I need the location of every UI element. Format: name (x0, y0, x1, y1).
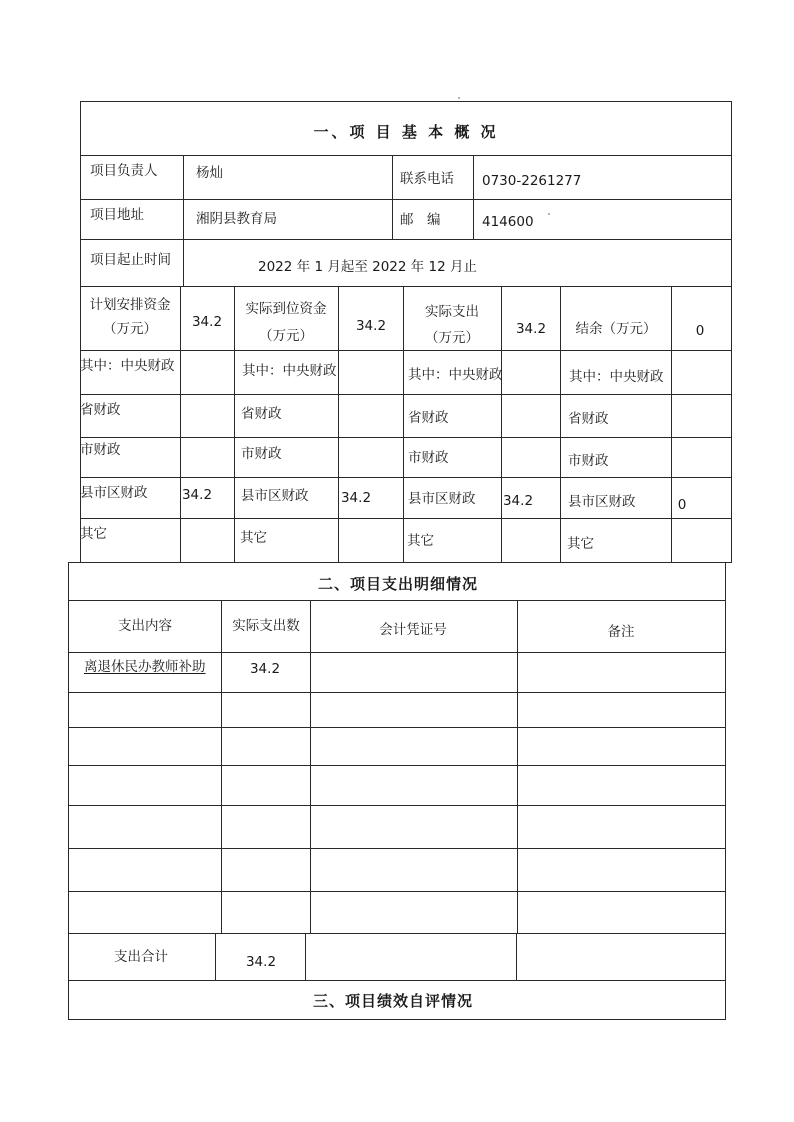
section2-title: 二、项目支出明细情况 (317, 575, 479, 593)
total-label: 支出合计 (114, 949, 168, 965)
column-divider (305, 933, 306, 980)
row-divider (68, 562, 732, 563)
actual-spent-label: 实际支出 (425, 304, 479, 320)
planned-funds-value: 34.2 (191, 314, 223, 330)
county-received-value: 34.2 (340, 490, 372, 506)
planned-funds-label: 计划安排资金 (89, 297, 171, 313)
phone-value: 0730-2261277 (482, 173, 582, 189)
address-label: 项目地址 (90, 207, 144, 223)
table-border (80, 101, 732, 102)
other-label: 其它 (80, 526, 107, 542)
table-border (68, 1019, 726, 1020)
column-divider (234, 286, 235, 562)
period-label: 项目起止时间 (90, 252, 171, 268)
postcode-label: 邮 编 (400, 212, 441, 228)
balance-label: 结余（万元） (575, 321, 657, 337)
row-divider (68, 727, 726, 728)
column-divider (183, 155, 184, 286)
county-label: 县市区财政 (568, 494, 636, 510)
row-divider (80, 199, 731, 200)
table-border (68, 562, 69, 1020)
header-content: 支出内容 (118, 618, 172, 634)
row-divider (80, 437, 731, 438)
period-value: 2022 年 1 月起至 2022 年 12 月止 (258, 259, 478, 275)
manager-label: 项目负责人 (90, 163, 158, 179)
section1-title: 一、项 目 基 本 概 况 (313, 123, 499, 141)
header-voucher: 会计凭证号 (379, 622, 447, 638)
central-label: 其中：中央财政 (80, 358, 175, 374)
manager-value: 杨灿 (196, 165, 223, 181)
section3-title: 三、项目绩效自评情况 (312, 992, 474, 1010)
city-label: 市财政 (241, 446, 282, 462)
central-label: 其中：中央财政 (408, 367, 503, 383)
county-planned-value: 34.2 (181, 487, 213, 503)
row-divider (68, 933, 726, 934)
row-divider (68, 600, 726, 601)
row-divider (80, 394, 731, 395)
actual-spent-value: 34.2 (515, 321, 547, 337)
column-divider (338, 286, 339, 562)
column-divider (671, 286, 672, 562)
column-divider (403, 286, 404, 562)
other-label: 其它 (240, 530, 267, 546)
column-divider (473, 155, 474, 239)
row-divider (80, 477, 731, 478)
balance-value: 0 (695, 323, 705, 339)
detail-row-content: 离退休民办教师补助 (84, 659, 206, 675)
row-divider (80, 518, 731, 519)
address-value: 湘阴县教育局 (196, 211, 277, 227)
row-divider (80, 155, 731, 156)
city-label: 市财政 (568, 453, 609, 469)
column-divider (560, 286, 561, 562)
received-funds-unit: （万元） (259, 328, 313, 344)
row-divider (68, 652, 726, 653)
header-note: 备注 (607, 624, 635, 640)
row-divider (80, 286, 731, 287)
column-divider (516, 933, 517, 980)
column-divider (221, 600, 222, 933)
city-label: 市财政 (408, 450, 449, 466)
planned-funds-unit: （万元） (103, 321, 157, 337)
column-divider (501, 286, 502, 562)
scan-speck (458, 97, 460, 99)
province-label: 省财政 (80, 402, 121, 418)
province-label: 省财政 (568, 411, 609, 427)
county-label: 县市区财政 (241, 488, 309, 504)
county-balance-value: 0 (677, 497, 687, 513)
row-divider (68, 848, 726, 849)
received-funds-label: 实际到位资金 (245, 301, 327, 317)
column-divider (310, 600, 311, 933)
row-divider (68, 805, 726, 806)
province-label: 省财政 (408, 410, 449, 426)
row-divider (80, 239, 731, 240)
detail-row-amount: 34.2 (249, 661, 281, 677)
row-divider (80, 350, 731, 351)
row-divider (68, 980, 726, 981)
column-divider (180, 286, 181, 562)
city-label: 市财政 (80, 442, 121, 458)
column-divider (392, 155, 393, 239)
other-label: 其它 (407, 533, 434, 549)
central-label: 其中：中央财政 (569, 369, 664, 385)
header-amount: 实际支出数 (232, 618, 300, 634)
other-label: 其它 (567, 536, 594, 552)
central-label: 其中：中央财政 (242, 363, 337, 379)
scan-speck (548, 213, 550, 215)
column-divider (215, 933, 216, 980)
row-divider (68, 692, 726, 693)
postcode-value: 414600 (482, 214, 534, 230)
actual-spent-unit: （万元） (425, 330, 479, 346)
county-label: 县市区财政 (408, 491, 476, 507)
column-divider (517, 600, 518, 933)
row-divider (68, 765, 726, 766)
row-divider (68, 891, 726, 892)
county-label: 县市区财政 (80, 485, 148, 501)
total-value: 34.2 (245, 954, 277, 970)
county-spent-value: 34.2 (502, 493, 534, 509)
received-funds-value: 34.2 (355, 318, 387, 334)
table-border (725, 562, 726, 1020)
province-label: 省财政 (241, 406, 282, 422)
phone-label: 联系电话 (400, 171, 454, 187)
table-border (731, 101, 732, 563)
